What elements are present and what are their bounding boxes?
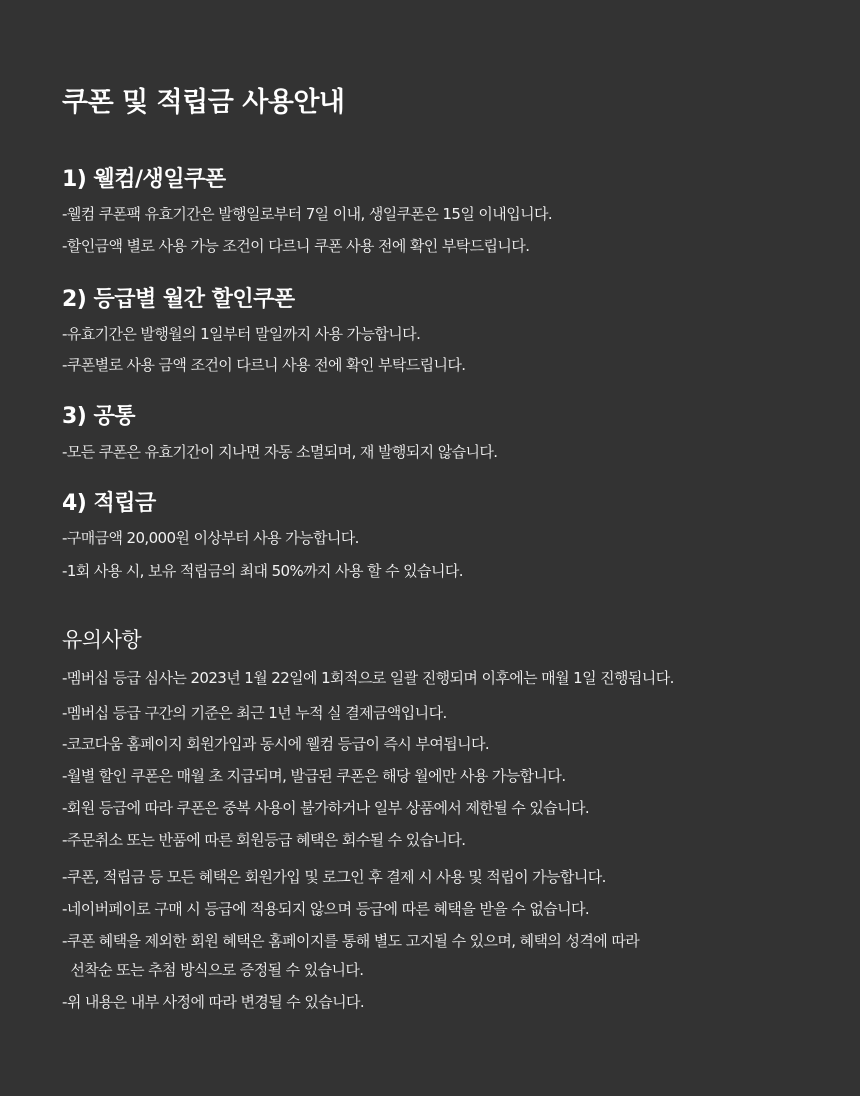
notice-line: -멤버십 등급 심사는 2023년 1월 22일에 1회적으로 일괄 진행되며 이후에는 매월 1일 진행됩니다.	[62, 669, 674, 687]
section-line: -모든 쿠폰은 유효기간이 지나면 자동 소멸되며, 재 발행되지 않습니다.	[62, 443, 498, 461]
section-line: -웰컴 쿠폰팩 유효기간은 발행일로부터 7일 이내, 생일쿠폰은 15일 이내입니다.	[62, 205, 553, 223]
section-line: -할인금액 별로 사용 가능 조건이 다르니 쿠폰 사용 전에 확인 부탁드립니다.	[62, 237, 530, 255]
notice-line: -코코다움 홈페이지 회원가입과 동시에 웰컴 등급이 즉시 부여됩니다.	[62, 735, 490, 753]
notice-line: -네이버페이로 구매 시 등급에 적용되지 않으며 등급에 따른 혜택을 받을 수 없습니다.	[62, 900, 590, 918]
section-heading-points: 4) 적립금	[62, 491, 156, 516]
section-line: -쿠폰별로 사용 금액 조건이 다르니 사용 전에 확인 부탁드립니다.	[62, 356, 466, 374]
page-title: 쿠폰 및 적립금 사용안내	[62, 87, 345, 118]
notice-line: -위 내용은 내부 사정에 따라 변경될 수 있습니다.	[62, 993, 365, 1011]
notice-line: -회원 등급에 따라 쿠폰은 중복 사용이 불가하거나 일부 상품에서 제한될 수 있습니다.	[62, 799, 590, 817]
section-line: -1회 사용 시, 보유 적립금의 최대 50%까지 사용 할 수 있습니다.	[62, 562, 463, 580]
notice-line: -월별 할인 쿠폰은 매월 초 지급되며, 발급된 쿠폰은 해당 월에만 사용 가능합니다.	[62, 767, 566, 785]
notice-line: -쿠폰 혜택을 제외한 회원 혜택은 홈페이지를 통해 별도 고지될 수 있으며, 혜택의 성격에 따라	[62, 932, 640, 950]
section-heading-monthly-coupon: 2) 등급별 월간 할인쿠폰	[62, 287, 295, 312]
notice-line: -멤버십 등급 구간의 기준은 최근 1년 누적 실 결제금액입니다.	[62, 704, 447, 722]
section-line: -유효기간은 발행월의 1일부터 말일까지 사용 가능합니다.	[62, 325, 421, 343]
notice-heading: 유의사항	[62, 628, 142, 652]
section-heading-common: 3) 공통	[62, 404, 136, 429]
section-heading-welcome-birthday: 1) 웰컴/생일쿠폰	[62, 167, 226, 192]
notice-line: -쿠폰, 적립금 등 모든 혜택은 회원가입 및 로그인 후 결제 시 사용 및 적립이 가능합니다.	[62, 868, 606, 886]
notice-line: -주문취소 또는 반품에 따른 회원등급 혜택은 회수될 수 있습니다.	[62, 831, 466, 849]
notice-line-continued: 선착순 또는 추첨 방식으로 증정될 수 있습니다.	[62, 961, 364, 979]
section-line: -구매금액 20,000원 이상부터 사용 가능합니다.	[62, 529, 359, 547]
